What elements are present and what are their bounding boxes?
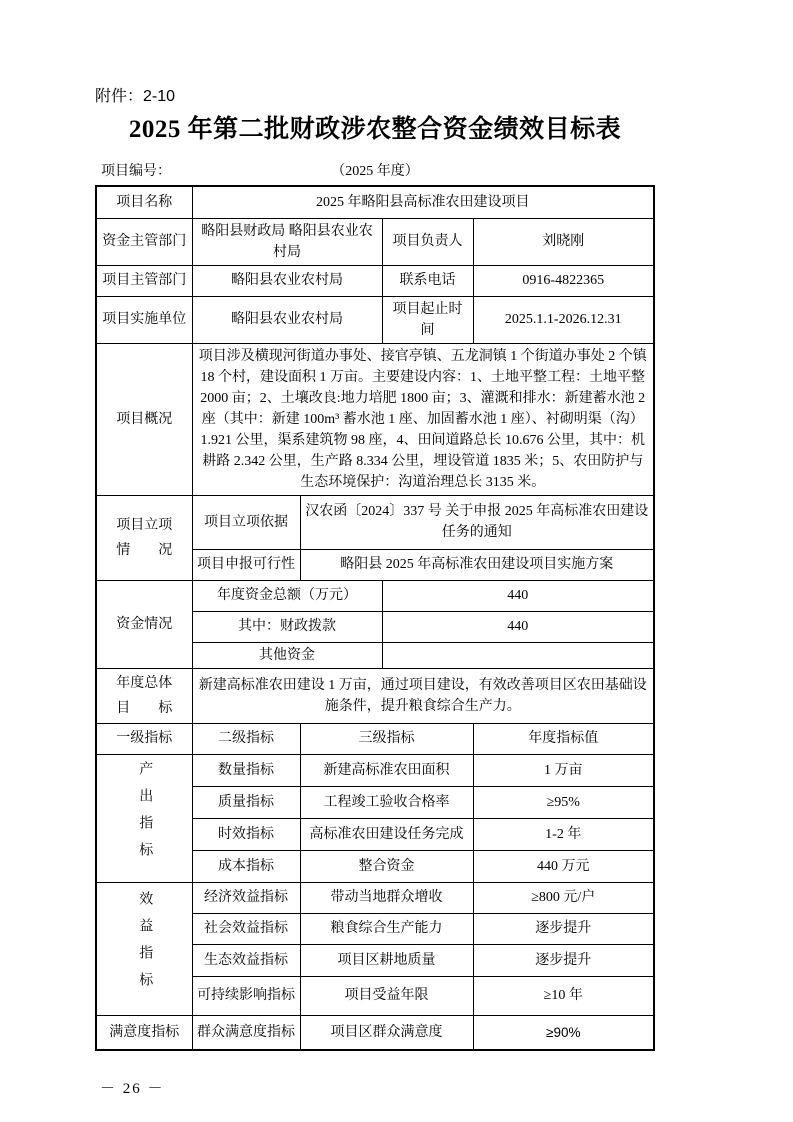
table-row — [96, 580, 654, 611]
output-row-level3: 新建高标准农田面积 — [300, 754, 473, 786]
satisfaction-level3: 项目区群众满意度 — [300, 1015, 473, 1050]
annual-goal-label-line1: 年度总体 — [116, 675, 173, 691]
output-row-level3: 高标准农田建设任务完成 — [300, 818, 473, 850]
output-row-value: 1 万亩 — [473, 754, 654, 786]
benefit-row-level2: 社会效益指标 — [192, 913, 300, 944]
output-indicator-vertical-text: 产出指标 — [137, 760, 153, 869]
table-row — [96, 218, 654, 265]
benefit-row-level2: 经济效益指标 — [192, 882, 300, 913]
leader-value: 刘晓刚 — [473, 218, 654, 265]
project-name-value: 2025 年略阳县高标准农田建设项目 — [192, 186, 654, 218]
benefit-row-value: ≥10 年 — [473, 976, 654, 1015]
leader-label: 项目负责人 — [382, 218, 473, 265]
output-row-level2: 质量指标 — [192, 786, 300, 818]
table-row — [96, 296, 654, 343]
year-label: （2025 年度） — [331, 164, 419, 179]
table-row — [96, 186, 654, 218]
project-number-label: 项目编号： — [101, 164, 171, 179]
funding-label: 资金情况 — [96, 580, 192, 668]
benefit-row-level2: 生态效益指标 — [192, 944, 300, 976]
funding-fiscal-value: 440 — [382, 611, 654, 642]
feasibility-value: 略阳县 2025 年高标准农田建设项目实施方案 — [300, 549, 654, 580]
benefit-row-level3: 项目区耕地质量 — [300, 944, 473, 976]
approval-basis-label: 项目立项依据 — [192, 495, 300, 549]
funding-total-label: 年度资金总额（万元） — [192, 580, 382, 611]
impl-unit-value: 略阳县农业农村局 — [192, 296, 382, 343]
fund-dept-label: 资金主管部门 — [96, 218, 192, 265]
funding-other-label: 其他资金 — [192, 642, 382, 668]
table-row — [96, 343, 654, 495]
output-row-level2: 成本指标 — [192, 850, 300, 882]
attachment-label: 附件：2-10 — [95, 88, 176, 105]
output-row-value: 440 万元 — [473, 850, 654, 882]
benefit-row-level3: 项目受益年限 — [300, 976, 473, 1015]
benefit-row-level2: 可持续影响指标 — [192, 976, 300, 1015]
project-dept-value: 略阳县农业农村局 — [192, 265, 382, 296]
table-row — [96, 882, 654, 913]
output-row-level2: 时效指标 — [192, 818, 300, 850]
table-row — [96, 723, 654, 754]
indicator-header-level2: 二级指标 — [192, 723, 300, 754]
output-row-level3: 工程竣工验收合格率 — [300, 786, 473, 818]
table-row — [96, 265, 654, 296]
benefit-row-level3: 带动当地群众增收 — [300, 882, 473, 913]
overview-label: 项目概况 — [96, 343, 192, 495]
satisfaction-level1: 满意度指标 — [96, 1015, 192, 1050]
annual-goal-label-line2: 目 标 — [116, 700, 173, 716]
benefit-row-value: 逐步提升 — [473, 944, 654, 976]
benefit-row-value: ≥800 元/户 — [473, 882, 654, 913]
benefit-row-value: 逐步提升 — [473, 913, 654, 944]
output-indicator-label — [96, 754, 192, 882]
document-page — [95, 0, 655, 1098]
table-row — [96, 1015, 654, 1050]
table-row — [96, 668, 654, 723]
funding-other-value — [382, 642, 654, 668]
phone-value: 0916-4822365 — [473, 265, 654, 296]
overview-value: 项目涉及横现河街道办事处、接官亭镇、五龙洞镇 1 个街道办事处 2 个镇 18 个村，建设面积 1 万亩。主要建设内容：1、土地平整工程：土地平整 2000 亩；2、土壤改良:地力培肥 1800 亩；3、灌溉和排水：新建蓄水池 2 座（其中：新建 100m³ 蓄水池 1 座、加固蓄水池 1 座）、衬砌明渠（沟）1.921 公里，渠系建筑物 98 座，4、田间道路总长 10.676 公里，其中：机耕路 2.342 公里，生产路 8.334 公里，埋设管道 1835 米；5、农田防护与生态环境保护：沟道治理总长 3135 米。 — [192, 343, 654, 495]
funding-total-value: 440 — [382, 580, 654, 611]
approval-label — [96, 495, 192, 580]
approval-label-line2: 情 况 — [116, 542, 173, 558]
duration-label: 项目起止时间 — [382, 296, 473, 343]
output-row-level3: 整合资金 — [300, 850, 473, 882]
table-row — [96, 754, 654, 786]
indicator-header-level1: 一级指标 — [96, 723, 192, 754]
output-row-level2: 数量指标 — [192, 754, 300, 786]
benefit-row-level3: 粮食综合生产能力 — [300, 913, 473, 944]
table-row — [96, 495, 654, 549]
satisfaction-value: ≥90% — [473, 1015, 654, 1050]
annual-goal-value: 新建高标准农田建设 1 万亩，通过项目建设，有效改善项目区农田基础设施条件，提升粮食综合生产力。 — [192, 668, 654, 723]
impl-unit-label: 项目实施单位 — [96, 296, 192, 343]
duration-value: 2025.1.1-2026.12.31 — [473, 296, 654, 343]
page-title: 2025 年第二批财政涉农整合资金绩效目标表 — [128, 116, 622, 143]
indicator-header-value: 年度指标值 — [473, 723, 654, 754]
performance-target-table — [95, 185, 655, 1051]
page-number: － 26 － — [100, 1081, 165, 1097]
approval-label-line1: 项目立项 — [116, 517, 173, 533]
phone-label: 联系电话 — [382, 265, 473, 296]
output-row-value: ≥95% — [473, 786, 654, 818]
feasibility-label: 项目申报可行性 — [192, 549, 300, 580]
approval-basis-value: 汉农函〔2024〕337 号 关于申报 2025 年高标准农田建设任务的通知 — [300, 495, 654, 549]
benefit-indicator-label — [96, 882, 192, 1015]
funding-fiscal-label: 其中：财政拨款 — [192, 611, 382, 642]
annual-goal-label — [96, 668, 192, 723]
benefit-indicator-vertical-text: 效益指标 — [137, 891, 153, 999]
project-dept-label: 项目主管部门 — [96, 265, 192, 296]
indicator-header-level3: 三级指标 — [300, 723, 473, 754]
fund-dept-value: 略阳县财政局 略阳县农业农村局 — [192, 218, 382, 265]
output-row-value: 1-2 年 — [473, 818, 654, 850]
satisfaction-level2: 群众满意度指标 — [192, 1015, 300, 1050]
project-name-label: 项目名称 — [96, 186, 192, 218]
meta-row — [95, 160, 655, 180]
